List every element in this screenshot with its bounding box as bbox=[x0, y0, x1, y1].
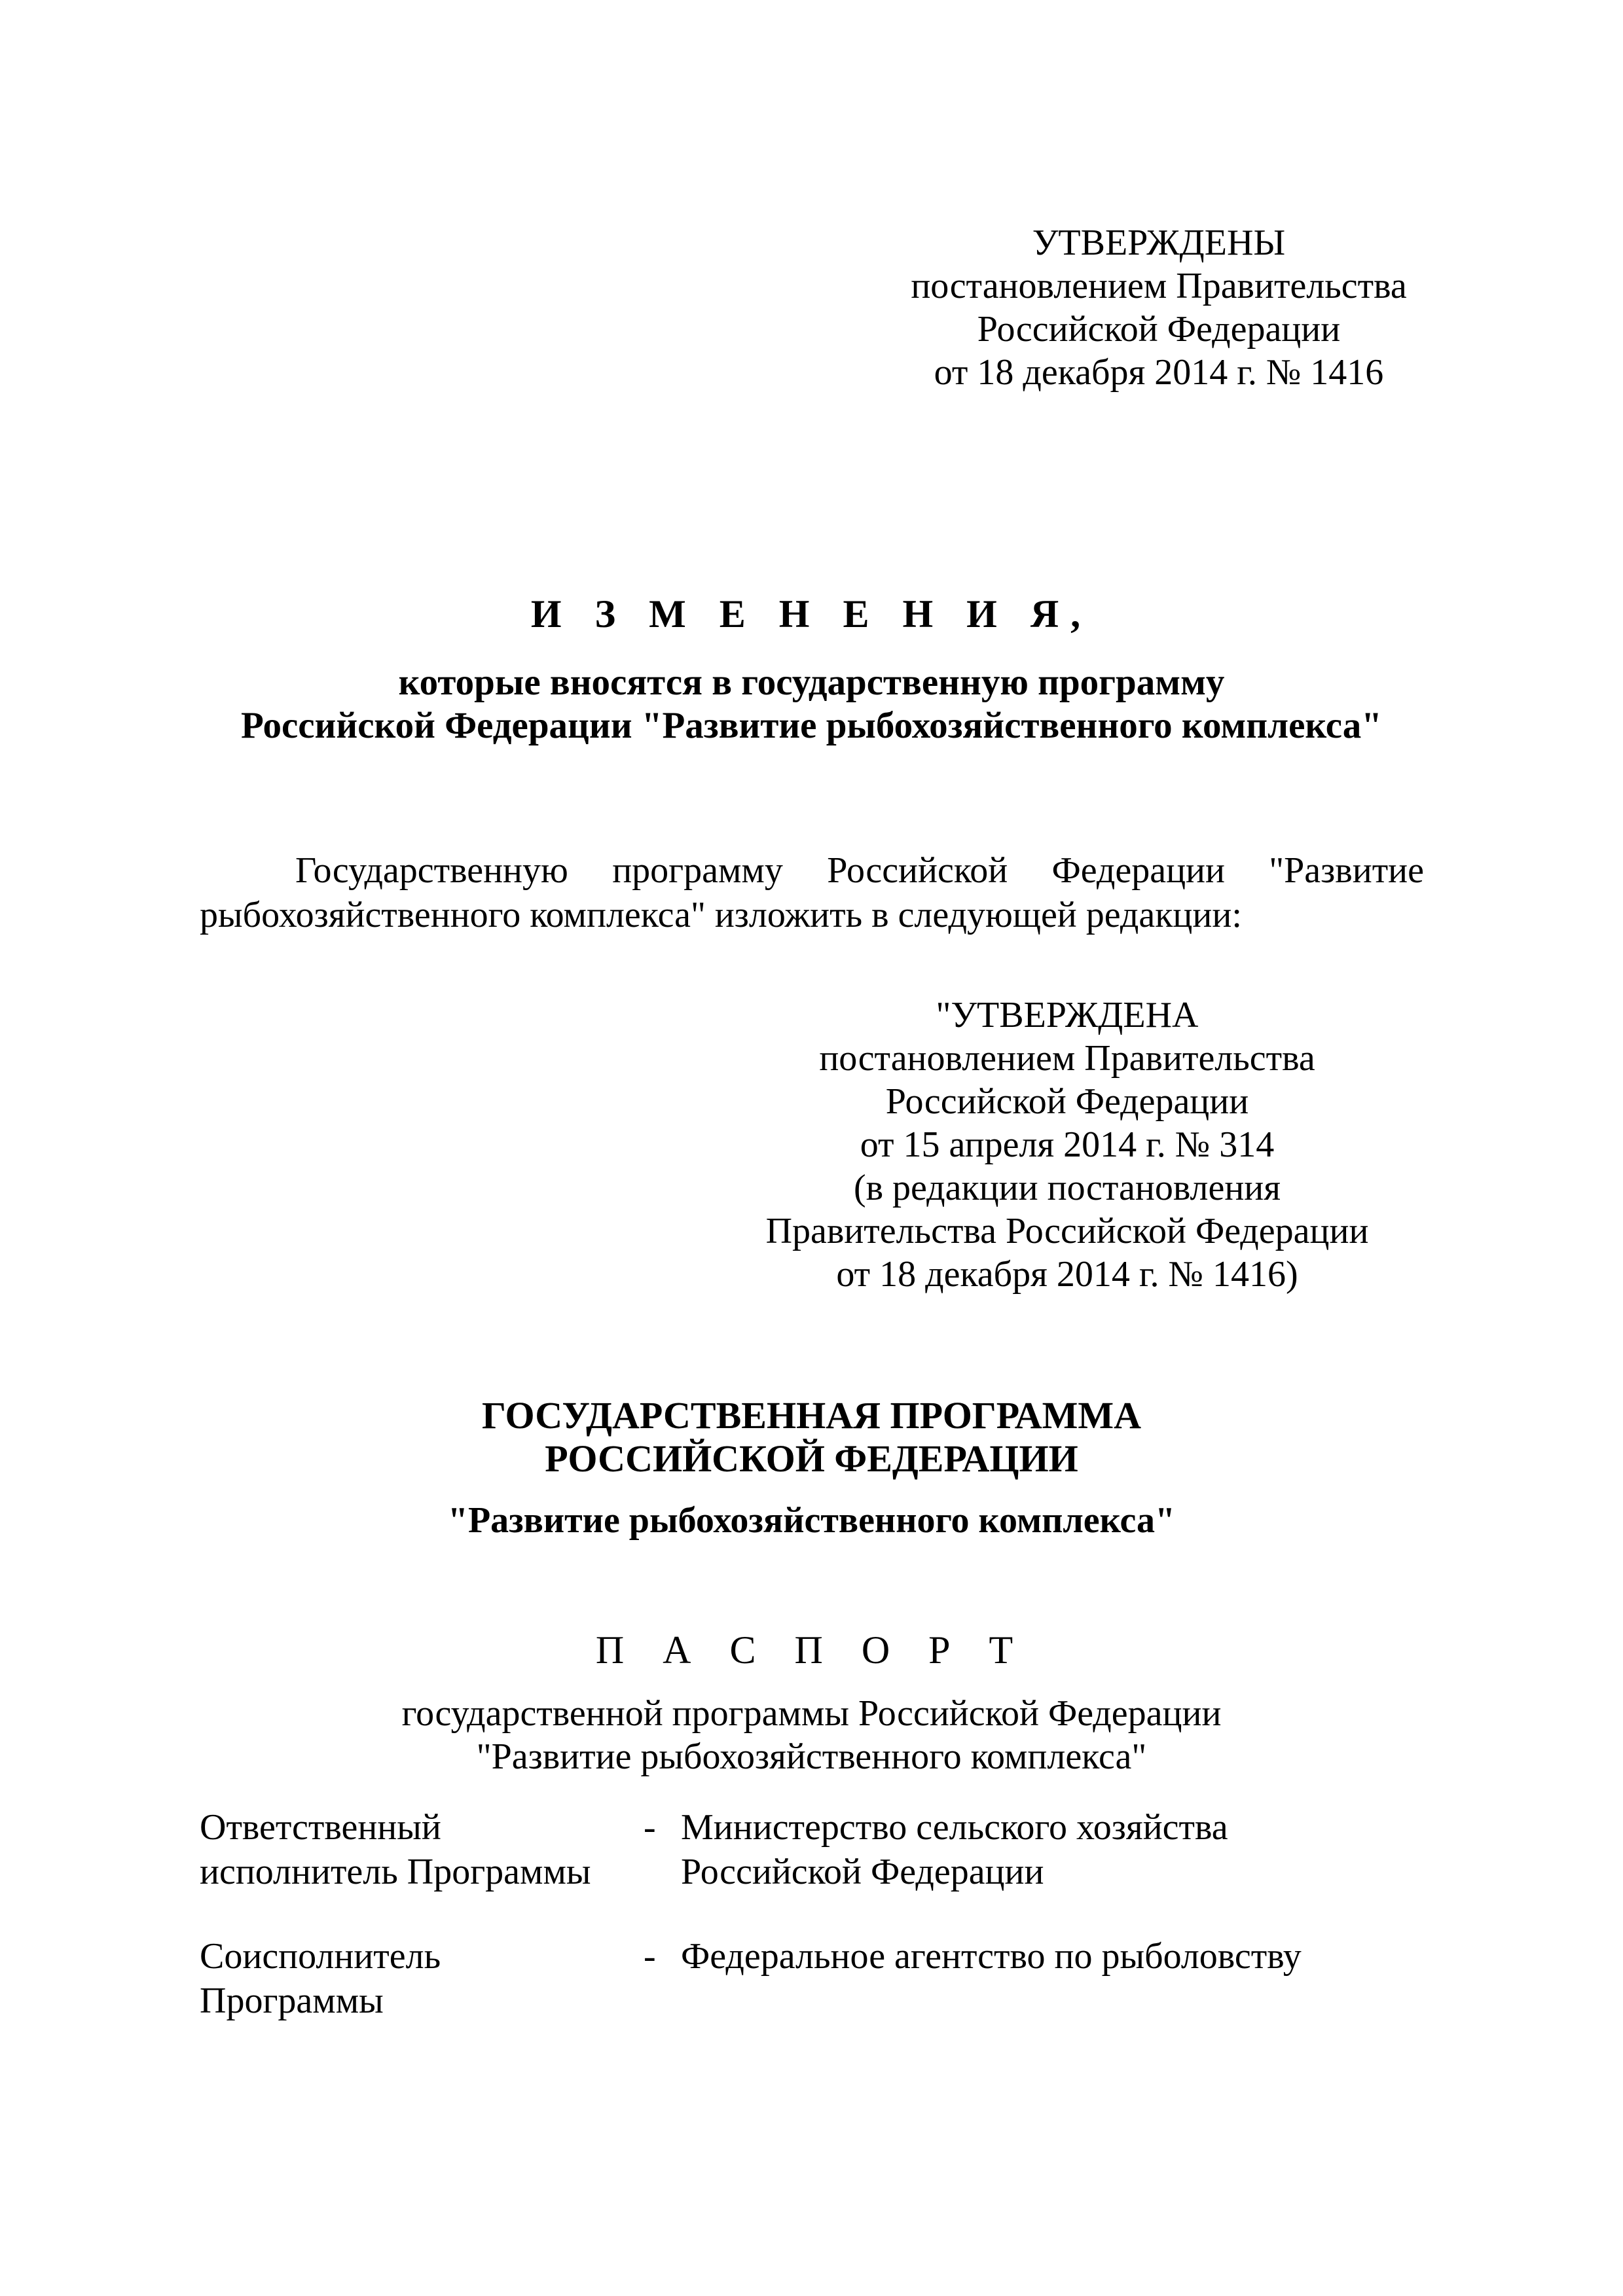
program-name: "Развитие рыбохозяйственного комплекса" bbox=[447, 1500, 1176, 1541]
paragraph-word: "Развитие bbox=[1269, 850, 1424, 891]
paragraph-word: Российской bbox=[827, 850, 1008, 891]
paragraph-line-2: рыбохозяйственного комплекса" изложить в следующей редакции: bbox=[200, 895, 1242, 935]
approval-stamp-block bbox=[838, 221, 1480, 394]
value-line: Федеральное агентство по рыболовству bbox=[681, 1936, 1302, 1977]
passport-subtitle-line: государственной программы Российской Федерации bbox=[401, 1693, 1222, 1734]
main-paragraph bbox=[200, 848, 1424, 937]
approval-heading: УТВЕРЖДЕНЫ bbox=[1032, 223, 1286, 263]
label-line: Программы bbox=[200, 1981, 384, 2021]
approval-date-line: от 15 апреля 2014 г. № 314 bbox=[860, 1124, 1275, 1165]
passport-row-label bbox=[200, 1934, 632, 2023]
approval-line: Правительства Российской Федерации bbox=[765, 1211, 1369, 1251]
paragraph-word: Государственную bbox=[295, 850, 568, 891]
approval-line: (в редакции постановления bbox=[853, 1168, 1281, 1208]
label-line: Ответственный bbox=[200, 1807, 441, 1848]
changes-subtitle-line: которые вносятся в государственную программу bbox=[398, 662, 1225, 703]
program-heading bbox=[0, 1394, 1623, 1480]
passport-row-dash: - bbox=[644, 1807, 656, 1848]
passport-subtitle bbox=[0, 1692, 1623, 1778]
changes-title: И З М Е Н Е Н И Я, bbox=[530, 592, 1093, 636]
passport-row-dash: - bbox=[644, 1936, 656, 1977]
changes-subtitle bbox=[0, 661, 1623, 747]
approval-stamp-block-2 bbox=[740, 994, 1395, 1296]
passport-row-label bbox=[200, 1805, 632, 1894]
approval-heading: "УТВЕРЖДЕНА bbox=[936, 995, 1199, 1035]
label-line: Соисполнитель bbox=[200, 1936, 441, 1977]
passport-row-value bbox=[681, 1805, 1427, 1894]
paragraph-word: программу bbox=[612, 850, 783, 891]
passport-subtitle-line: "Развитие рыбохозяйственного комплекса" bbox=[476, 1736, 1147, 1777]
changes-subtitle-line: Российской Федерации "Развитие рыбохозяйственного комплекса" bbox=[241, 705, 1382, 746]
passport-row-co-executor bbox=[200, 1934, 1424, 2026]
passport-row-value bbox=[681, 1934, 1427, 1979]
program-heading-line: ГОСУДАРСТВЕННАЯ ПРОГРАММА bbox=[482, 1394, 1141, 1437]
approval-date-line: от 18 декабря 2014 г. № 1416 bbox=[934, 352, 1384, 393]
paragraph-word: Федерации bbox=[1051, 850, 1225, 891]
passport-row-responsible-executor bbox=[200, 1805, 1424, 1897]
value-line: Российской Федерации bbox=[681, 1852, 1044, 1892]
passport-title: П А С П О Р Т bbox=[595, 1628, 1028, 1672]
approval-line: Российской Федерации bbox=[885, 1081, 1249, 1122]
approval-date-line: от 18 декабря 2014 г. № 1416) bbox=[836, 1254, 1298, 1295]
program-heading-line: РОССИЙСКОЙ ФЕДЕРАЦИИ bbox=[545, 1437, 1078, 1480]
value-line: Министерство сельского хозяйства bbox=[681, 1807, 1228, 1848]
label-line: исполнитель Программы bbox=[200, 1852, 591, 1892]
approval-line: Российской Федерации bbox=[977, 309, 1341, 350]
paragraph-line-1 bbox=[200, 848, 1424, 893]
approval-line: постановлением Правительства bbox=[819, 1038, 1315, 1079]
approval-line: постановлением Правительства bbox=[911, 266, 1407, 306]
